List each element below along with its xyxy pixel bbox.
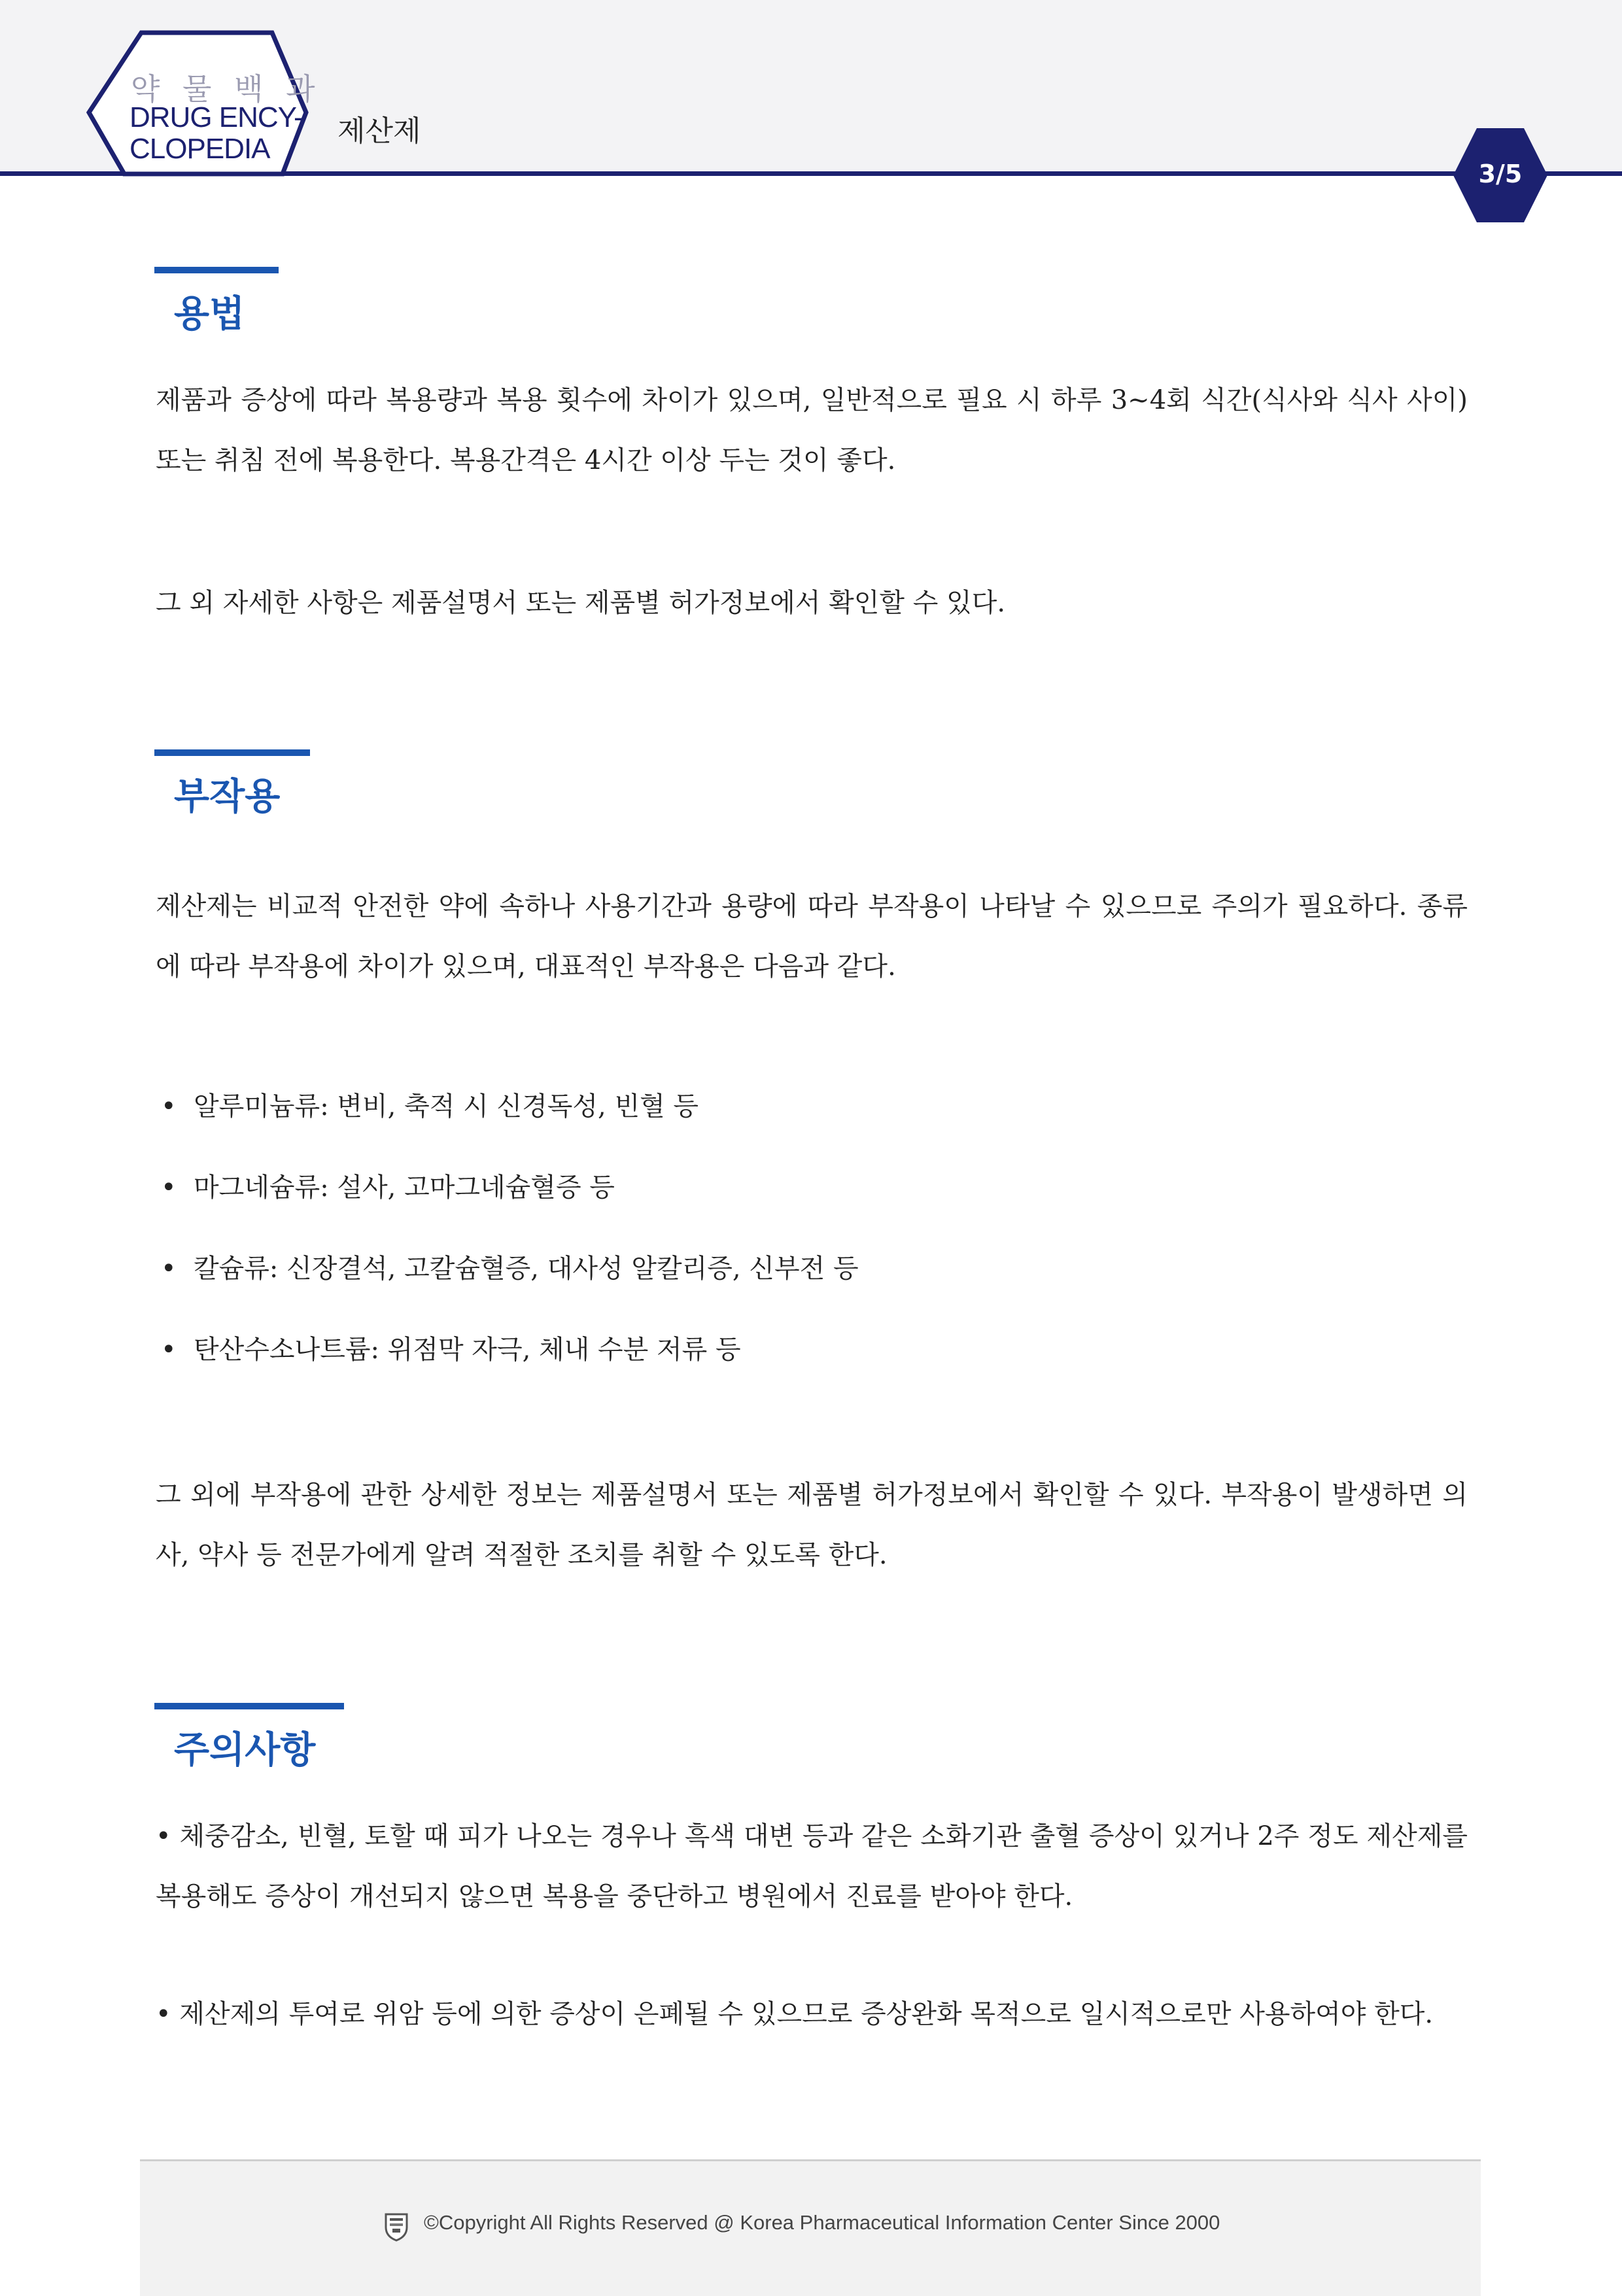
seal-icon: [383, 2210, 409, 2242]
section-bar-precautions: [154, 1703, 344, 1709]
logo-english-line1: DRUG ENCY-: [129, 101, 303, 133]
section-bar-side-effects: [154, 749, 310, 756]
side-effects-intro: 제산제는 비교적 안전한 약에 속하나 사용기간과 용량에 따라 부작용이 나타날 수 있으므로 주의가 필요하다. 종류에 따라 부작용에 차이가 있으며, 대표적인 부작용은 다음과 같다.: [156, 891, 1468, 982]
logo-english-line2: CLOPEDIA: [129, 133, 270, 165]
dosage-paragraph-1: 제품과 증상에 따라 복용량과 복용 횟수에 차이가 있으며, 일반적으로 필요 시 하루 3~4회 식간(식사와 식사 사이) 또는 취침 전에 복용한다. 복용간격은 4시간 이상 두는 것이 좋다.: [156, 385, 1468, 475]
side-effect-item: • 마그네슘류: 설사, 고마그네슘혈증 등: [161, 1173, 615, 1203]
side-effect-item: • 칼슘류: 신장결석, 고칼슘혈증, 대사성 알칼리증, 신부전 등: [161, 1254, 859, 1284]
precaution-item: • 체중감소, 빈혈, 토할 때 피가 나오는 경우나 흑색 대변 등과 같은 소화기관 출혈 증상이 있거나 2주 정도 제산제를 복용해도 증상이 개선되지 않으면 복용을 중단하고 병원에서 진료를 받아야 한다.: [156, 1821, 1468, 1911]
section-title-dosage: 용법: [174, 293, 245, 335]
section-bar-dosage: [154, 267, 279, 273]
section-title-side-effects: 부작용: [174, 776, 281, 818]
dosage-paragraph-2: 그 외 자세한 사항은 제품설명서 또는 제품별 허가정보에서 확인할 수 있다.: [156, 588, 1006, 618]
logo-korean-text: 약 물 백 과: [131, 71, 322, 107]
section-title-precautions: 주의사항: [174, 1729, 316, 1772]
document-title: 제산제: [337, 114, 421, 148]
side-effect-item: • 알루미늄류: 변비, 축적 시 신경독성, 빈혈 등: [161, 1091, 699, 1122]
side-effects-outro: 그 외에 부작용에 관한 상세한 정보는 제품설명서 또는 제품별 허가정보에서 확인할 수 있다. 부작용이 발생하면 의사, 약사 등 전문가에게 알려 적절한 조치를 취할 수 있도록 한다.: [156, 1480, 1468, 1570]
page-indicator: 3/5: [1478, 160, 1523, 188]
precaution-item: • 제산제의 투여로 위암 등에 의한 증상이 은폐될 수 있으므로 증상완화 목적으로 일시적으로만 사용하여야 한다.: [156, 1999, 1434, 2029]
footer-copyright: ©Copyright All Rights Reserved @ Korea Pharmaceutical Information Center Since 2000: [424, 2211, 1220, 2234]
side-effect-item: • 탄산수소나트륨: 위점막 자극, 체내 수분 저류 등: [161, 1335, 741, 1365]
